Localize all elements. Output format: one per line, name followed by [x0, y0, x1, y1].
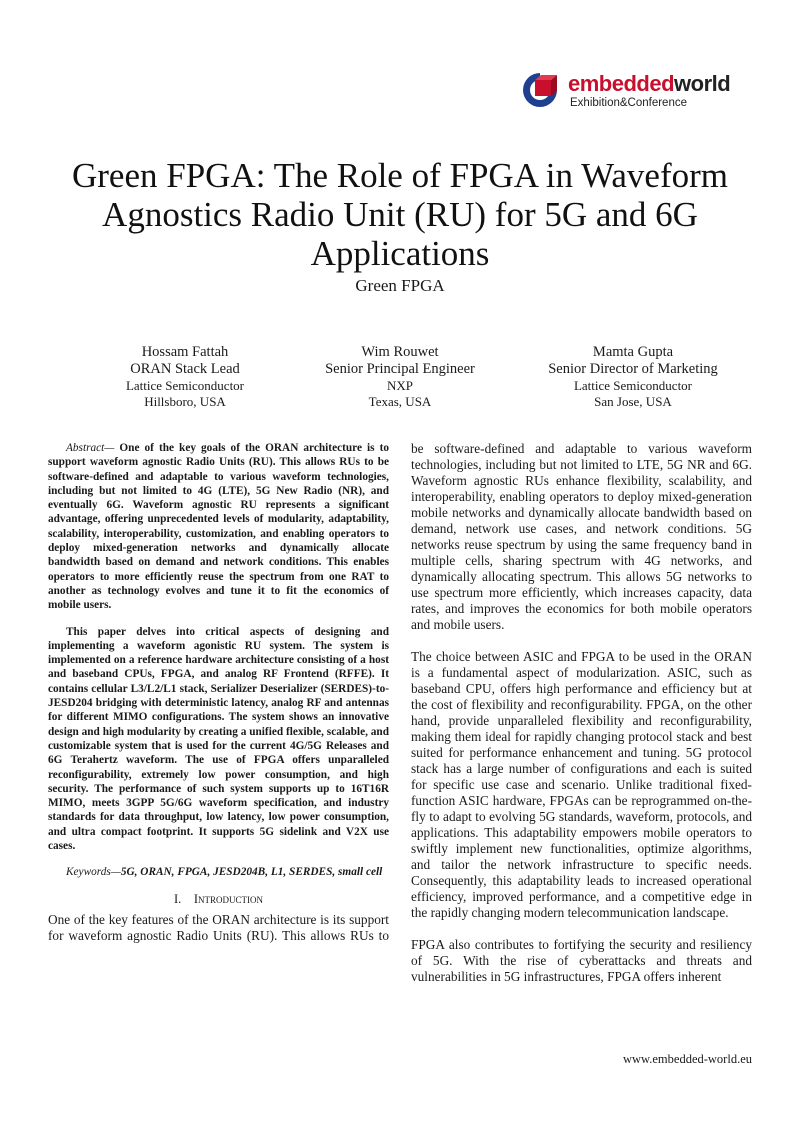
abstract-paragraph-1 — [48, 441, 389, 613]
logo-word-part2: world — [674, 71, 731, 96]
intro-paragraph-3: FPGA also contributes to fortifying the security and resiliency of 5G. With the rise of cyberattacks and threats and vulnerabilities in 5G infrastructures, FPGA offers inherent — [411, 937, 752, 984]
keywords — [48, 865, 389, 879]
keywords-lead: Keywords— — [66, 866, 121, 879]
author-block-1 — [70, 344, 300, 410]
author-org: Lattice Semiconductor — [125, 378, 245, 393]
author-name: Wim Rouwet — [361, 344, 439, 360]
author-location: Hillsboro, USA — [144, 394, 226, 409]
author-name: Hossam Fattah — [141, 344, 229, 360]
author-org: Lattice Semiconductor — [573, 378, 693, 393]
abstract-lead: Abstract— — [66, 442, 115, 454]
footer-url: www.embedded-world.eu — [622, 1052, 752, 1066]
author-role: Senior Director of Marketing — [548, 361, 718, 377]
logo-mark-icon — [520, 70, 560, 110]
paper-subtitle: Green FPGA — [355, 276, 445, 295]
author-block-2 — [285, 344, 515, 410]
paper-title: Green FPGA: The Role of FPGA in Waveform Agnostics Radio Unit (RU) for 5G and 6G Applications — [72, 156, 728, 273]
section-title: Introduction — [193, 891, 263, 906]
author-role: Senior Principal Engineer — [325, 361, 475, 377]
abstract-text-1: One of the key goals of the ORAN architecture is to support waveform agnostic Radio Units (RU). This allows RUs to be software-defined and adaptable to various waveform technologies, including but not limited to 4G (LTE), 5G New Radio (NR), and eventually 6G. Waveform agnostic RU represents a significant advantage, offering unprecedented levels of modularity, adaptability, scalability, interoperability, customization, and enabling operators to deploy mixed-generation networks and dynamically allocate bandwidth based on demand and network conditions. This enables operators to more efficiently reuse the spectrum from one RAT to another as technology evolves and tune it to fit the economics of mobile users. — [48, 442, 389, 612]
author-name: Mamta Gupta — [592, 344, 674, 360]
section-number: I. — [174, 891, 182, 906]
intro-paragraph-1: One of the key features of the ORAN architecture is its support for waveform agnostic Radio Units (RU). This allows RUs to — [48, 911, 389, 943]
author-role: ORAN Stack Lead — [130, 361, 240, 377]
author-block-3 — [518, 344, 748, 410]
right-column — [411, 441, 752, 1001]
left-column — [48, 441, 389, 944]
author-location: Texas, USA — [368, 394, 432, 409]
logo-word-part1: embedded — [568, 71, 675, 96]
embedded-world-logo — [520, 70, 752, 116]
section-heading-introduction — [48, 892, 389, 907]
abstract-paragraph-2: This paper delves into critical aspects of designing and implementing a waveform agonistic RU system. The system is implemented on a reference hardware architecture consisting of a host and baseband CPUs, FPGA, and analog RF Frontend (RFFE). It contains cellular L3/L2/L1 stack, Serializer Deserializer (SERDES)-to-JESD204 bridging with deterministic latency, analog RF and antennas for different MIMO configurations. The system shows an innovative design and high modularity by creating a unified flexible, scalable, and customizable system that is used for the current 4G/5G Releases and 6G Terahertz waveform. The use of FPGA offers unparalleled reconfigurability, extremely low power consumption, and high security. The performance of such system supports up to 16T16R MIMO, meets 3GPP 5G/6G waveform specification, and industry standards for data throughput, low latency, low power consumption, and ultra compact footprint. It supports 5G sidelink and V2X use cases. — [48, 625, 389, 853]
logo-subtitle: Exhibition&Conference — [570, 97, 687, 109]
keywords-text: 5G, ORAN, FPGA, JESD204B, L1, SERDES, small cell — [120, 866, 383, 879]
logo-wordmark — [568, 72, 730, 96]
author-location: San Jose, USA — [594, 394, 672, 409]
intro-paragraph-1-continued: be software-defined and adaptable to various waveform technologies, including but not limited to LTE, 5G NR and 6G. Waveform agnostic RUs enhance flexibility, scalability, and interoperability, enabling operators to deploy mixed-generation mobile networks and dynamically allocate bandwidth based on demand, network use cases, and network conditions. 5G networks reuse spectrum by using the same frequency band in multiple cells, sharing spectrum with 4G networks, and dynamically allocating spectrum. This allows 5G networks to use spectrum more efficiently, which increases capacity, data rates, and improves the economics for both mobile operators and mobile users. — [411, 441, 752, 632]
author-org: NXP — [386, 378, 413, 393]
intro-paragraph-2: The choice between ASIC and FPGA to be used in the ORAN is a fundamental aspect of modularization. ASIC, such as baseband CPU, offers high performance and efficiency but at the cost of flexibility and reconfigurability. FPGA, on the other hand, provide unparalleled flexibility and reconfigurability, making them ideal for rapidly changing protocol stack and best suited for performance enhancement and tuning. 5G protocol stack has a large number of configurations and each is suited for specific use case and scenario. Unlike traditional fixed-function ASIC hardware, FPGAs can be reprogrammed on-the-fly to adapt to evolving 5G standards, waveform, protocols, and applications. This adaptability empowers mobile operators to swiftly implement new functionalities, optimize algorithms, and tailor the network infrastructure to specific needs. Consequently, this adaptability leads to increased operational efficiency, improved performance, and a competitive edge in the rapidly changing modern telecommunication landscape. — [411, 649, 752, 920]
